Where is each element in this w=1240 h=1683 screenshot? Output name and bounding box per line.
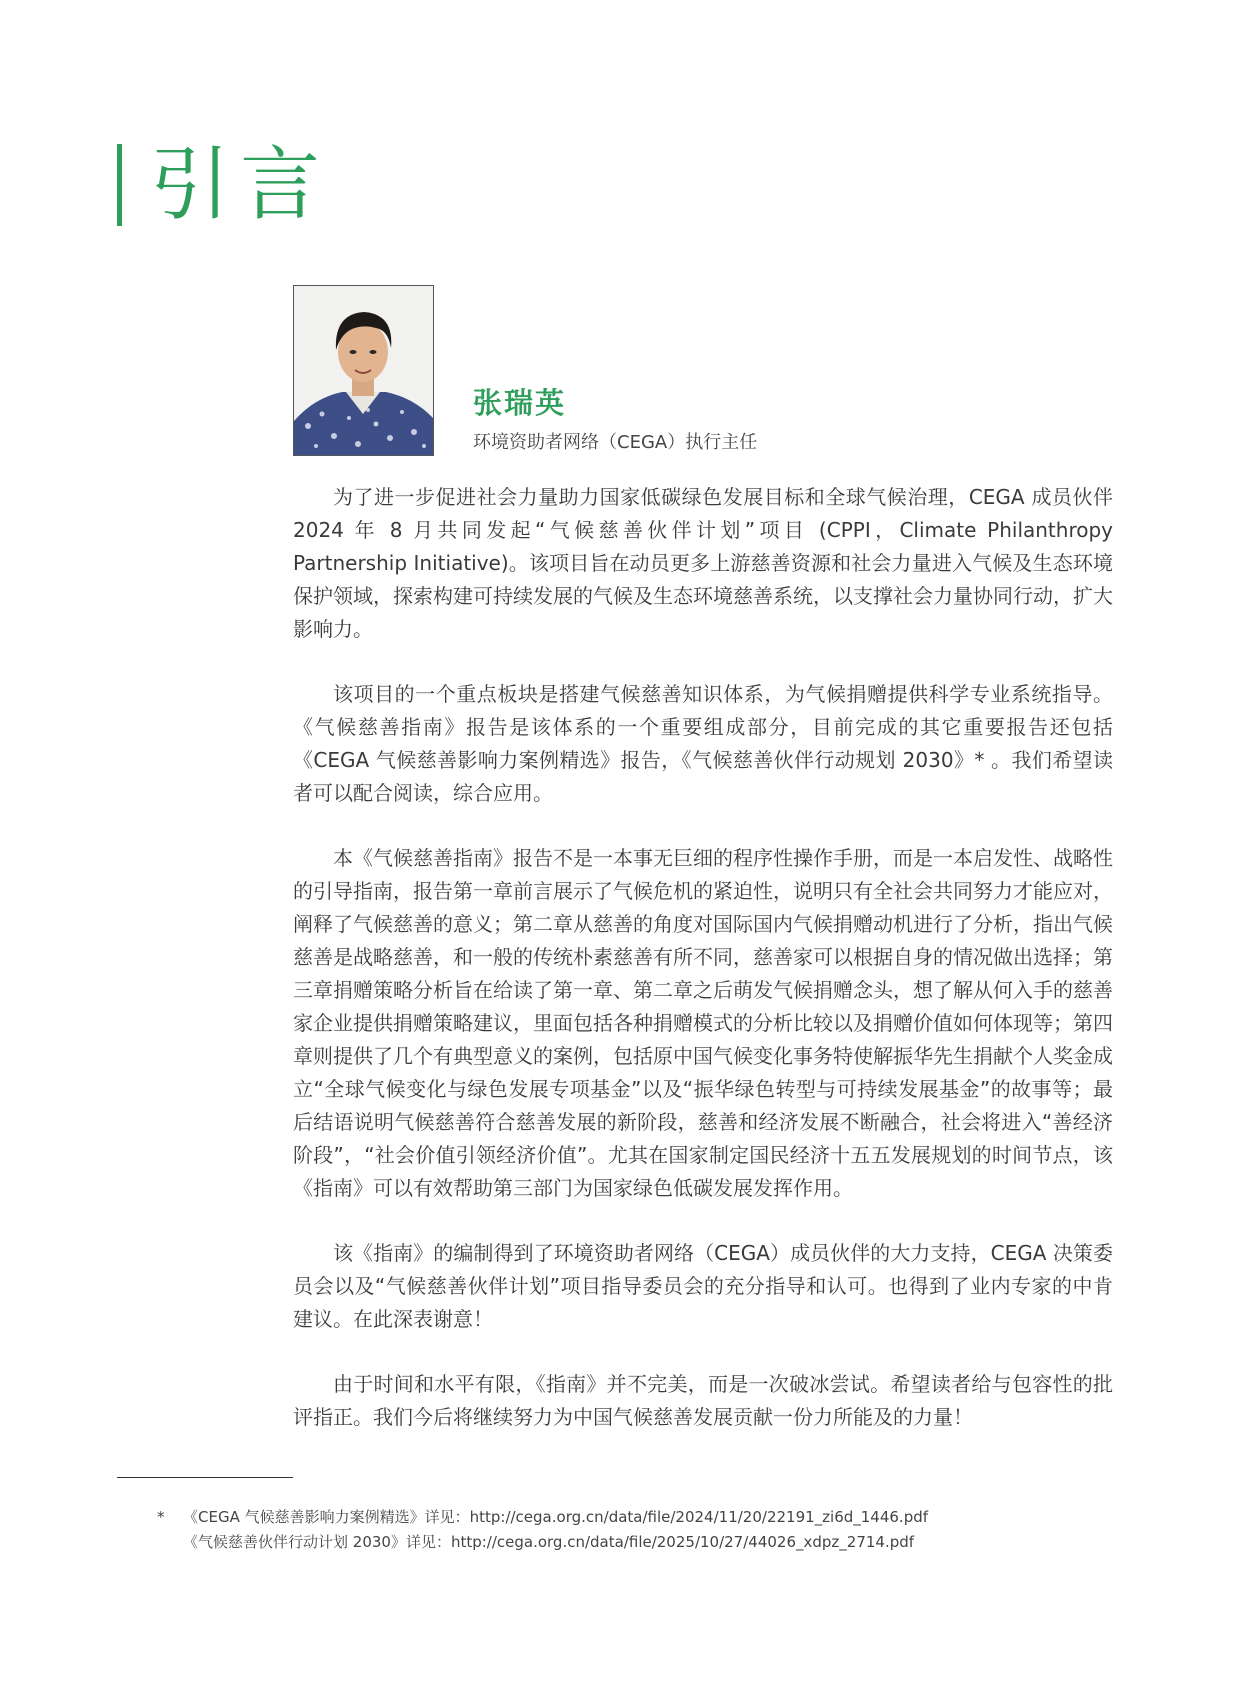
heading-accent-bar [117,144,122,226]
paragraph: 该《指南》的编制得到了环境资助者网络（CEGA）成员伙伴的大力支持，CEGA 决策委员会以及“气候慈善伙伴计划”项目指导委员会的充分指导和认可。也得到了业内专家的中肯建议。在此深表谢意！ [293,1241,1113,1331]
page-heading [117,140,330,230]
portrait-photo-icon [294,286,433,455]
footnote-line [157,1530,928,1555]
footnote-line [157,1505,928,1530]
author-name: 张瑞英 [473,386,567,420]
author-photo [293,285,434,456]
footnote-text: 《气候慈善伙伴行动计划 2030》详见：http://cega.org.cn/data/file/2025/10/27/44026_xdpz_2714.pdf [183,1533,915,1551]
paragraph: 本《气候慈善指南》报告不是一本事无巨细的程序性操作手册，而是一本启发性、战略性的引导指南，报告第一章前言展示了气候危机的紧迫性，说明只有全社会共同努力才能应对，阐释了气候慈善的意义；第二章从慈善的角度对国际国内气候捐赠动机进行了分析，指出气候慈善是战略慈善，和一般的传统朴素慈善有所不同，慈善家可以根据自身的情况做出选择；第三章捐赠策略分析旨在给读了第一章、第二章之后萌发气候捐赠念头，想了解从何入手的慈善家企业提供捐赠策略建议，里面包括各种捐赠模式的分析比较以及捐赠价值如何体现等；第四章则提供了几个有典型意义的案例，包括原中国气候变化事务特使解振华先生捐献个人奖金成立“全球气候变化与绿色发展专项基金”以及“振华绿色转型与可持续发展基金”的故事等；最后结语说明气候慈善符合慈善发展的新阶段，慈善和经济发展不断融合，社会将进入“善经济阶段”，“社会价值引领经济价值”。尤其在国家制定国民经济十五五发展规划的时间节点，该《指南》可以有效帮助第三部门为国家绿色低碳发展发挥作用。 [293,846,1113,1200]
author-role: 环境资助者网络（CEGA）执行主任 [473,432,758,453]
page-title: 引言 [150,138,330,231]
paragraph: 由于时间和水平有限，《指南》并不完美，而是一次破冰尝试。希望读者给与包容性的批评指正。我们今后将继续努力为中国气候慈善发展贡献一份力所能及的力量！ [293,1372,1113,1429]
footnote-mark: * [157,1508,165,1526]
paragraph: 为了进一步促进社会力量助力国家低碳绿色发展目标和全球气候治理，CEGA 成员伙伴 2024 年 8 月共同发起“气候慈善伙伴计划”项目 (CPPI，Climate Philanthropy Partnership Initiative)。该项目旨在动员更多上游慈善资源和社会力量进入气候及生态环境保护领域，探索构建可持续发展的气候及生态环境慈善系统，以支撑社会力量协同行动，扩大影响力。 [293,485,1113,641]
paragraph: 该项目的一个重点板块是搭建气候慈善知识体系，为气候捐赠提供科学专业系统指导。《气候慈善指南》报告是该体系的一个重要组成部分，目前完成的其它重要报告还包括《CEGA 气候慈善影响力案例精选》报告，《气候慈善伙伴行动规划 2030》* 。我们希望读者可以配合阅读，综合应用。 [293,682,1113,805]
footnotes [157,1505,928,1555]
body-text [293,481,1113,1466]
footnote-text: 《CEGA 气候慈善影响力案例精选》详见：http://cega.org.cn/data/file/2024/11/20/22191_zi6d_1446.pdf [183,1508,929,1526]
footnote-divider [117,1477,293,1478]
